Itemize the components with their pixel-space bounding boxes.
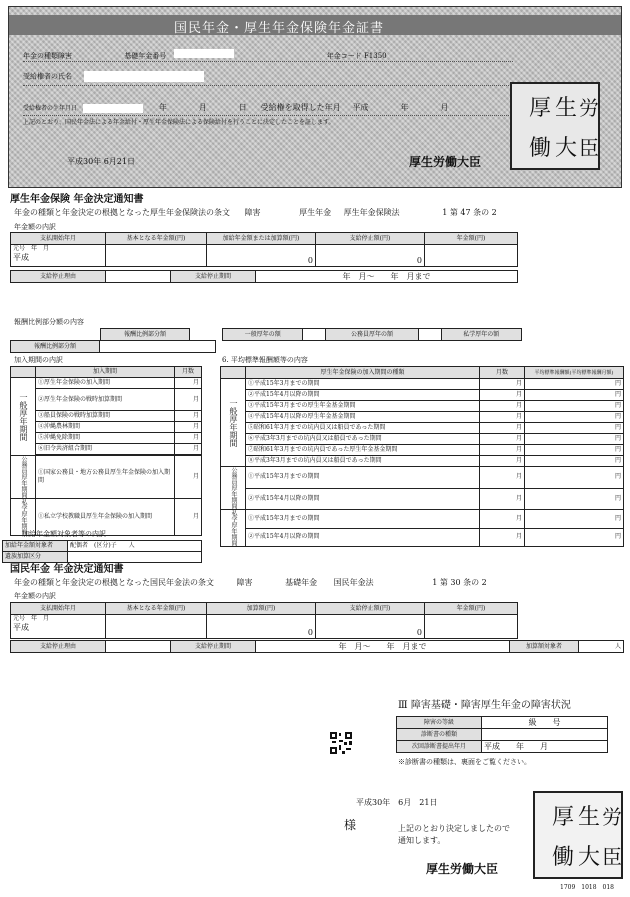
kokumin-breakdown-label: 年金額の内訳 bbox=[14, 592, 56, 600]
svg-text:厚: 厚 bbox=[529, 96, 552, 121]
unit-y: 円 bbox=[525, 401, 624, 412]
unit-y: 円 bbox=[525, 467, 624, 489]
kokumin-law-label: 年金の種類と年金決定の根拠となった国民年金法の条文 bbox=[14, 578, 214, 587]
enroll-item: ⑤沖縄免除期間 bbox=[36, 433, 175, 444]
unit: 月 bbox=[175, 499, 202, 536]
enroll-item: ①厚生年金保険の加入期間 bbox=[36, 378, 175, 389]
footer-issuer: 厚生労働大臣 bbox=[426, 862, 499, 876]
kokumin-header: 支払開始年月 bbox=[11, 603, 106, 615]
spouse-value: 配偶者 (区分)子 人 bbox=[68, 541, 202, 552]
avg-row: ②平成15年4月以降の期間 bbox=[246, 528, 480, 547]
day-glyph: 日 bbox=[238, 103, 247, 112]
pension-certificate bbox=[8, 6, 622, 188]
general-label: 一般厚年の額 bbox=[223, 329, 303, 341]
official-seal bbox=[509, 81, 601, 171]
unit-y: 円 bbox=[525, 528, 624, 547]
kokumin-header: 支給停止額(円) bbox=[316, 603, 425, 615]
unit-m: 月 bbox=[480, 379, 525, 390]
group-general: 一般厚年期間 bbox=[221, 379, 246, 467]
unit-m: 月 bbox=[480, 412, 525, 423]
svg-text:労: 労 bbox=[579, 96, 599, 120]
enroll-item: ⑥旧令共済組合期間 bbox=[36, 444, 175, 455]
spouse-target: 加給年金額対象者 bbox=[3, 541, 68, 552]
acquired-year-glyph: 年 bbox=[400, 103, 409, 112]
kokumin-era-note: 元号 年 月 bbox=[13, 615, 50, 622]
svg-text:臣: 臣 bbox=[602, 845, 622, 869]
col-period: 加入期間 bbox=[36, 367, 175, 378]
spouse-label: 加給年金額対象者等の内訳 bbox=[22, 530, 106, 538]
col-months: 月数 bbox=[480, 367, 525, 379]
svg-text:生: 生 bbox=[555, 96, 578, 121]
certificate-statement: 上記のとおり、国民年金法による年金給付・厚生年金保険法による保険給付を行うことに決定したことを証します。 bbox=[23, 119, 335, 126]
unit-m: 月 bbox=[480, 390, 525, 401]
avg-row: ⑤昭和61年3月までの坑内員又は船員であった期間 bbox=[246, 423, 480, 434]
recipient-name-redacted bbox=[84, 71, 204, 82]
unit-m: 月 bbox=[480, 401, 525, 412]
avg-row: ③平成15年3月までの厚生年金基金期間 bbox=[246, 401, 480, 412]
private-label: 私学厚年の額 bbox=[441, 329, 521, 341]
kosei-zero: 0 bbox=[316, 245, 425, 267]
svg-text:生: 生 bbox=[578, 805, 601, 830]
enroll-item: ③船員保険の戦時加算期間 bbox=[36, 411, 175, 422]
target-label: 加算額対象者 bbox=[510, 641, 579, 653]
avg-salary-table bbox=[220, 366, 624, 547]
enrollment-label: 加入期間の内訳 bbox=[14, 356, 63, 364]
kosei-header: 支払開始年月 bbox=[11, 233, 106, 245]
unit: 月 bbox=[175, 411, 202, 422]
code-value: F1350 bbox=[363, 52, 387, 60]
certificate-title: 国民年金・厚生年金保険年金証書 bbox=[173, 21, 384, 36]
svg-text:働: 働 bbox=[552, 845, 575, 870]
group-public: 公務員厚年期間 bbox=[221, 467, 246, 510]
unit-y: 円 bbox=[525, 412, 624, 423]
unit-y: 円 bbox=[525, 510, 624, 529]
kokumin-pension-type: 障害 bbox=[236, 578, 253, 587]
certificate-date: 平成30年 6月21日 bbox=[67, 157, 135, 166]
year-glyph: 年 bbox=[158, 103, 167, 112]
kosei-zero: 0 bbox=[207, 245, 316, 267]
enroll-item: ②厚生年金保険の戦時加算期間 bbox=[36, 389, 175, 411]
kokumin-header: 年金額(円) bbox=[425, 603, 518, 615]
footer-date: 平成30年 6月 21日 bbox=[356, 798, 438, 807]
svg-text:労: 労 bbox=[602, 805, 622, 829]
group-general: 一般厚年期間 bbox=[11, 378, 36, 456]
footer-honorific: 様 bbox=[344, 818, 357, 832]
svg-text:働: 働 bbox=[529, 136, 552, 161]
disability-table bbox=[396, 716, 608, 753]
kokumin-stop-table bbox=[10, 640, 624, 653]
kosei-law-name: 厚生年金保険法 bbox=[343, 208, 400, 217]
grade-label: 障害の等級 bbox=[397, 717, 482, 729]
certificate-row-type bbox=[23, 49, 513, 62]
kosei-stop-table bbox=[10, 270, 518, 283]
unit: 月 bbox=[175, 378, 202, 389]
avg-row: ⑧平成3年3月までの坑内員又は船員であった期間 bbox=[246, 456, 480, 467]
footer-message-1: 上記のとおり決定しましたので bbox=[398, 824, 510, 833]
certificate-issuer: 厚生労働大臣 bbox=[409, 155, 482, 169]
kosei-era: 平成 bbox=[13, 253, 29, 262]
pension-type-label: 年金の種類障害 bbox=[23, 52, 72, 60]
kokumin-notice-title: 国民年金 年金決定通知書 bbox=[10, 564, 124, 575]
avg-row: ①平成15年3月までの期間 bbox=[246, 467, 480, 489]
enrollment-table bbox=[10, 366, 202, 536]
diagnosis-label: 診断書の種類 bbox=[397, 729, 482, 741]
footer-message-2: 通知します。 bbox=[398, 836, 446, 845]
kosei-law-label: 年金の種類と年金決定の根拠となった厚生年金保険法の条文 bbox=[14, 208, 230, 217]
public-label: 公務員厚年の額 bbox=[326, 329, 418, 341]
kokumin-law-name: 国民年金法 bbox=[333, 578, 374, 587]
svg-text:大: 大 bbox=[578, 845, 601, 870]
disability-title: Ⅲ 障害基礎・障害厚生年金の障害状況 bbox=[398, 700, 571, 711]
compensation-row-table bbox=[10, 340, 216, 353]
stop-period-label: 支給停止期間 bbox=[171, 271, 256, 283]
avg-salary-label: 6. 平均標準報酬額等の内容 bbox=[222, 356, 308, 364]
kokumin-stop-reason-label: 支給停止理由 bbox=[11, 641, 106, 653]
svg-text:臣: 臣 bbox=[579, 136, 599, 160]
unit-y: 円 bbox=[525, 445, 624, 456]
kosei-article: 1 第 47 条の 2 bbox=[442, 208, 497, 217]
next-value: 平成 年 月 bbox=[482, 741, 608, 753]
basic-number-label: 基礎年金番号 bbox=[124, 52, 167, 60]
unit: 月 bbox=[175, 389, 202, 411]
certificate-row-name bbox=[23, 71, 513, 86]
unit-y: 円 bbox=[525, 423, 624, 434]
grade-unit: 級 号 bbox=[482, 717, 608, 729]
acquired-era: 平成 bbox=[352, 103, 369, 112]
kosei-pension-name: 厚生年金 bbox=[299, 208, 332, 217]
unit-m: 月 bbox=[480, 510, 525, 529]
unit-y: 円 bbox=[525, 456, 624, 467]
col-months: 月数 bbox=[175, 367, 202, 378]
group-public: 公務員厚年期間 bbox=[11, 456, 36, 499]
svg-text:大: 大 bbox=[555, 136, 578, 161]
unit-m: 月 bbox=[480, 434, 525, 445]
kosei-law-row bbox=[14, 208, 624, 218]
kosei-header: 加給年金額または加算額(円) bbox=[207, 233, 316, 245]
unit-m: 月 bbox=[480, 456, 525, 467]
transfer-label: 遺族加算区分 bbox=[3, 552, 68, 563]
kokumin-amount-table bbox=[10, 602, 518, 639]
avg-row: ②平成15年4月以降の期間 bbox=[246, 488, 480, 510]
unit-m: 月 bbox=[480, 528, 525, 547]
kokumin-header: 加算額(円) bbox=[207, 603, 316, 615]
unit-y: 円 bbox=[525, 434, 624, 445]
compensation-label: 報酬比例部分額の内容 bbox=[14, 318, 84, 326]
kosei-header: 支給停止額(円) bbox=[316, 233, 425, 245]
kokumin-pension-name: 基礎年金 bbox=[285, 578, 318, 587]
enroll-item: ①私立学校教職員厚生年金保険の加入期間 bbox=[36, 499, 175, 536]
birthdate-label: 受給権者の生年月日 bbox=[23, 105, 78, 112]
kosei-era-note: 元号 年 月 bbox=[13, 245, 50, 252]
acquired-label: 受給権を取得した年月 bbox=[260, 103, 341, 112]
avg-row: ②平成15年4月以降の期間 bbox=[246, 390, 480, 401]
avg-row: ⑦昭和61年3月までの坑内員であった厚生年金基金期間 bbox=[246, 445, 480, 456]
kokumin-stop-period-label: 支給停止期間 bbox=[171, 641, 256, 653]
unit-y: 円 bbox=[525, 390, 624, 401]
unit-m: 月 bbox=[480, 488, 525, 510]
spouse-table bbox=[2, 540, 202, 563]
code-label: 年金コード bbox=[326, 52, 362, 60]
avg-row: ④平成15年4月以降の厚生年金基金期間 bbox=[246, 412, 480, 423]
avg-row: ①平成15年3月までの期間 bbox=[246, 379, 480, 390]
col-avg: 平均標準報酬額(平均標準報酬月額) bbox=[525, 367, 624, 379]
kosei-pension-type: 障害 bbox=[244, 208, 261, 217]
person-unit: 人 bbox=[579, 641, 624, 653]
unit-m: 月 bbox=[480, 445, 525, 456]
unit-m: 月 bbox=[480, 423, 525, 434]
unit-y: 円 bbox=[525, 379, 624, 390]
compensation-breakdown-table bbox=[222, 328, 522, 341]
kosei-amount-table bbox=[10, 232, 518, 267]
avg-row: ①平成15年3月までの期間 bbox=[246, 510, 480, 529]
footer-doc-code: 1709 1018 018 bbox=[560, 884, 614, 891]
month-glyph: 月 bbox=[198, 103, 207, 112]
unit: 月 bbox=[175, 444, 202, 455]
kosei-breakdown-label: 年金額の内訳 bbox=[14, 223, 56, 231]
footer-official-seal bbox=[532, 790, 624, 880]
unit-y: 円 bbox=[525, 488, 624, 510]
kokumin-header: 基本となる年金額(円) bbox=[106, 603, 207, 615]
kokumin-article: 1 第 30 条の 2 bbox=[432, 578, 487, 587]
group-private: 私学厚年期間 bbox=[221, 510, 246, 547]
kokumin-stop-period-text: 年 月～ 年 月まで bbox=[256, 641, 510, 653]
kosei-header: 年金額(円) bbox=[425, 233, 518, 245]
enroll-item: ④沖縄農林期間 bbox=[36, 422, 175, 433]
kokumin-era: 平成 bbox=[13, 623, 29, 632]
col-type: 厚生年金保険の加入期間の種類 bbox=[246, 367, 480, 379]
kokumin-zero: 0 bbox=[316, 615, 425, 639]
disability-note: ※診断書の種類は、裏面をご覧ください。 bbox=[398, 758, 531, 766]
stop-reason-label: 支給停止理由 bbox=[11, 271, 106, 283]
kosei-notice-title: 厚生年金保険 年金決定通知書 bbox=[10, 194, 144, 205]
certificate-row-dates bbox=[23, 103, 513, 116]
kokumin-law-row bbox=[14, 578, 624, 588]
kosei-header: 基本となる年金額(円) bbox=[106, 233, 207, 245]
unit: 月 bbox=[175, 433, 202, 444]
unit-m: 月 bbox=[480, 467, 525, 489]
unit: 月 bbox=[175, 422, 202, 433]
rate-label: 報酬比例部分額 bbox=[101, 329, 190, 341]
group-private: 私学厚年期間 bbox=[11, 499, 36, 536]
avg-row: ⑥平成3年3月までの坑内員又は船員であった期間 bbox=[246, 434, 480, 445]
kokumin-zero: 0 bbox=[207, 615, 316, 639]
qr-code-icon bbox=[330, 732, 352, 754]
recipient-label: 受給権者の氏名 bbox=[23, 72, 72, 81]
row-label: 報酬比例部分額 bbox=[11, 341, 100, 353]
svg-text:厚: 厚 bbox=[552, 805, 575, 830]
stop-period-text: 年 月～ 年 月まで bbox=[256, 271, 518, 283]
enroll-item: ①国家公務員・地方公務員厚生年金保険の加入期間 bbox=[36, 456, 175, 499]
unit: 月 bbox=[175, 456, 202, 499]
acquired-month-glyph: 月 bbox=[440, 103, 449, 112]
next-label: 次回診断書提出年月 bbox=[397, 741, 482, 753]
